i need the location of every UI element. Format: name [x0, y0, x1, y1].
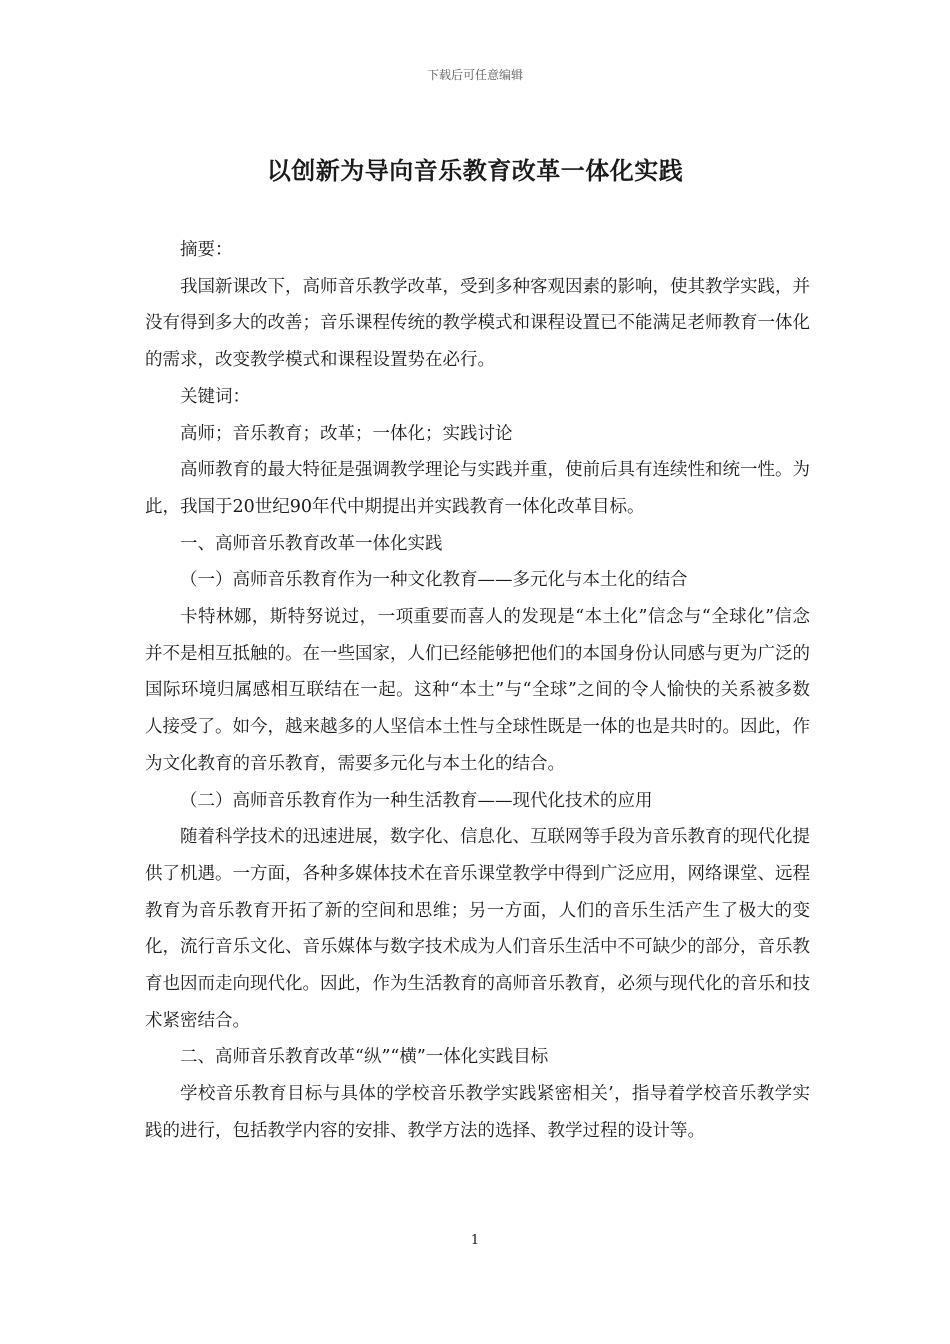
document-body — [145, 232, 810, 1150]
abstract-heading: 摘要： — [180, 240, 233, 260]
section-heading: 一、高师音乐教育改革一体化实践 — [180, 533, 443, 554]
subsection-heading: （二）高师音乐教育作为一种生活教育——现代化技术的应用 — [180, 790, 653, 811]
page-number: 1 — [470, 1233, 480, 1248]
keywords-list: 高师；音乐教育；改革；一体化；实践讨论 — [180, 423, 513, 444]
section-heading: 二、高师音乐教育改革“纵”“横”一体化实践目标 — [180, 1047, 549, 1068]
body-paragraph: 高师教育的最大特征是强调教学理论与实践并重，使前后具有连续性和统一性。为此，我国于20世纪90年代中期提出并实践教育一体化改革目标。 — [145, 460, 810, 517]
document-title: 以创新为导向音乐教育改革一体化实践 — [266, 157, 684, 185]
abstract-paragraph: 我国新课改下，高师音乐教学改革，受到多种客观因素的影响，使其教学实践，并没有得到多大的改善；音乐课程传统的教学模式和课程设置已不能满足老师教育一体化的需求，改变教学模式和课程设置势在必行。 — [145, 276, 810, 371]
page-header: 下载后可任意编辑 — [426, 68, 523, 82]
keywords-heading: 关键词： — [180, 386, 250, 407]
body-paragraph: 随着科学技术的迅速进展，数字化、信息化、互联网等手段为音乐教育的现代化提供了机遇。一方面，各种多媒体技术在音乐课堂教学中得到广泛应用，网络课堂、远程教育为音乐教育开拓了新的空间和思维；另一方面，人们的音乐生活产生了极大的变化，流行音乐文化、音乐媒体与数字技术成为人们音乐生活中不可缺少的部分，音乐教育也因而走向现代化。因此，作为生活教育的高师音乐教育，必须与现代化的音乐和技术紧密结合。 — [145, 827, 810, 1031]
subsection-heading: （一）高师音乐教育作为一种文化教育——多元化与本土化的结合 — [180, 570, 688, 591]
body-paragraph: 学校音乐教育目标与具体的学校音乐教学实践紧密相关’，指导着学校音乐教学实践的进行，包括教学内容的安排、教学方法的选择、教学过程的设计等。 — [145, 1084, 810, 1141]
body-paragraph: 卡特林娜，斯特努说过，一项重要而喜人的发现是“本土化”信念与“全球化”信念并不是相互抵触的。在一些国家，人们已经能够把他们的本国身份认同感与更为广泛的国际环境归属感相互联结在一起。这种“本土”与“全球”之间的令人愉快的关系被多数人接受了。如今，越来越多的人坚信本土性与全球性既是一体的也是共时的。因此，作为文化教育的音乐教育，需要多元化与本土化的结合。 — [145, 607, 810, 774]
